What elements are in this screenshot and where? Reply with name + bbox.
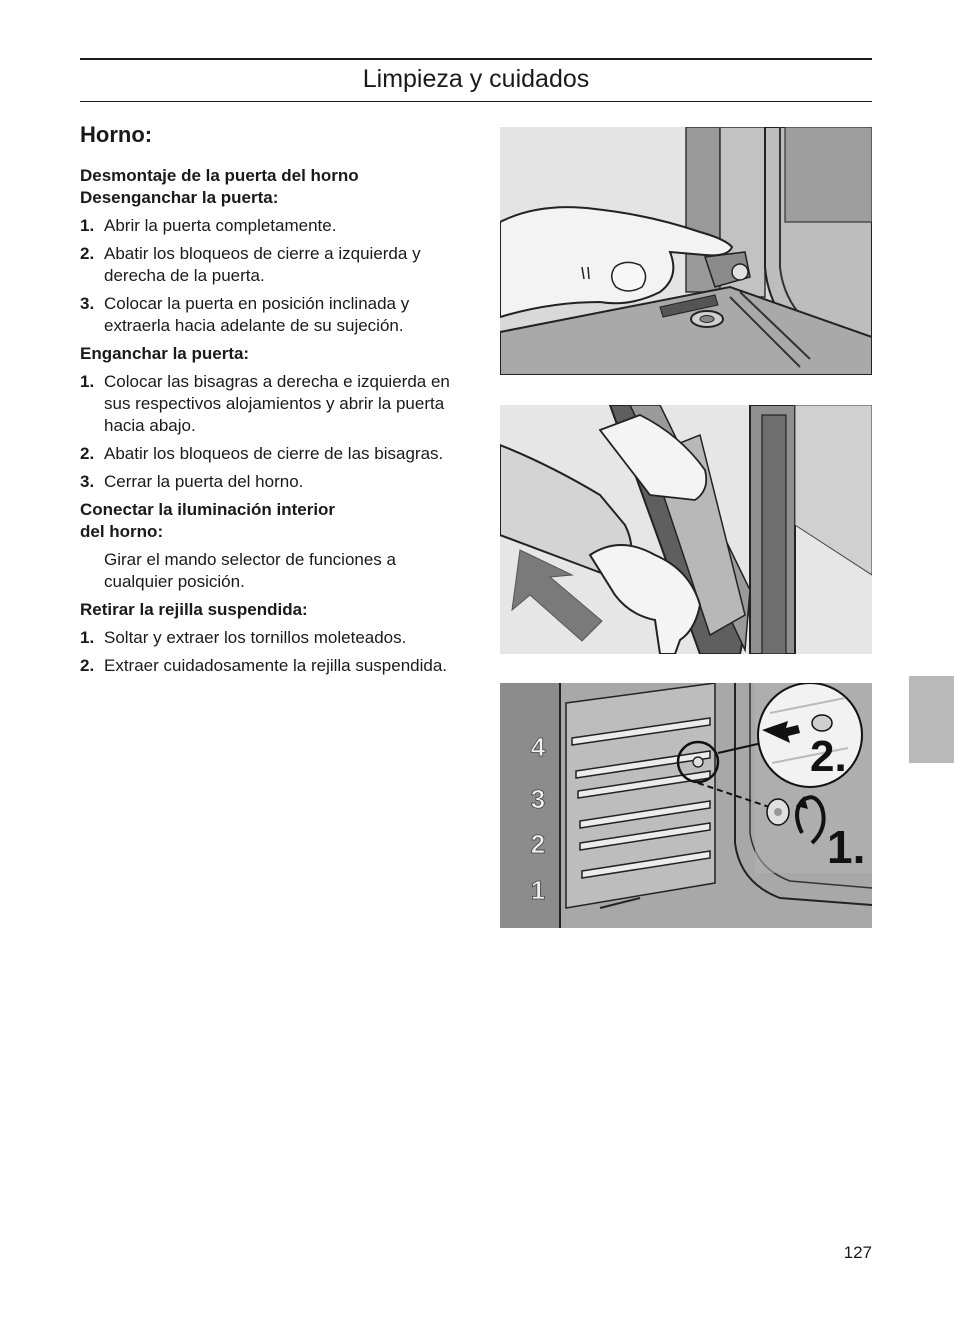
instructions-column [80,165,460,683]
iluminacion-heading [80,499,460,543]
step-text: Colocar las bisagras a derecha e izquierda en sus respectivos alojamientos y abrir la puerta hacia abajo. [104,372,450,435]
step-number: 3. [80,294,95,313]
step-label: 2. [810,732,847,781]
step-number: 3. [80,472,95,491]
header-bottom-rule [80,101,872,102]
desmontaje-subheading-line: Desenganchar la puerta: [80,188,279,207]
list-item [80,293,460,337]
list-item [80,243,460,287]
step-number: 1. [80,372,95,391]
door-removal-illustration [500,405,872,654]
iluminacion-heading-line: Conectar la iluminación interior [80,500,336,519]
step-text: Abatir los bloqueos de cierre a izquierda y derecha de la puerta. [104,244,421,285]
door-hinge-illustration [500,127,872,375]
shelf-level-label: 4 [530,732,546,762]
door-removal-drawing [500,405,872,654]
page-title: Limpieza y cuidados [362,65,590,93]
step-number: 1. [80,216,95,235]
step-text: Extraer cuidadosamente la rejilla suspendida. [104,656,448,675]
chapter-thumb-tab [909,676,954,763]
step-text: Abrir la puerta completamente. [104,216,337,235]
list-item [80,443,460,465]
door-hinge-drawing [500,127,872,375]
iluminacion-text: Girar el mando selector de funciones a cualquier posición. [104,550,396,591]
list-item [80,215,460,237]
rejilla-heading: Retirar la rejilla suspendida: [80,600,308,619]
desmontaje-heading-line: Desmontaje de la puerta del horno [80,166,359,185]
list-item [80,627,460,649]
enganchar-steps [80,371,460,493]
shelf-level-label: 3 [530,784,546,814]
list-item [80,471,460,493]
step-label: 1. [827,821,866,873]
step-text: Cerrar la puerta del horno. [104,472,304,491]
step-text: Abatir los bloqueos de cierre de las bisagras. [104,444,444,463]
rack-removal-illustration [500,683,872,928]
shelf-level-label: 2 [530,829,546,859]
rack-removal-drawing [500,683,872,928]
rejilla-steps [80,627,460,677]
list-item [80,655,460,677]
list-item [80,371,460,437]
desmontaje-steps [80,215,460,337]
step-number: 2. [80,444,95,463]
step-text: Soltar y extraer los tornillos moleteados. [104,628,407,647]
section-heading: Horno: [80,122,153,147]
enganchar-heading: Enganchar la puerta: [80,344,250,363]
step-text: Colocar la puerta en posición inclinada y extraerla hacia adelante de su sujeción. [104,294,410,335]
iluminacion-heading-line: del horno: [80,522,164,541]
step-number: 2. [80,656,95,675]
shelf-level-label: 1 [530,875,546,905]
step-number: 2. [80,244,95,263]
desmontaje-heading [80,165,460,209]
page-number: 127 [843,1243,872,1262]
header-top-rule [80,58,872,60]
step-number: 1. [80,628,95,647]
